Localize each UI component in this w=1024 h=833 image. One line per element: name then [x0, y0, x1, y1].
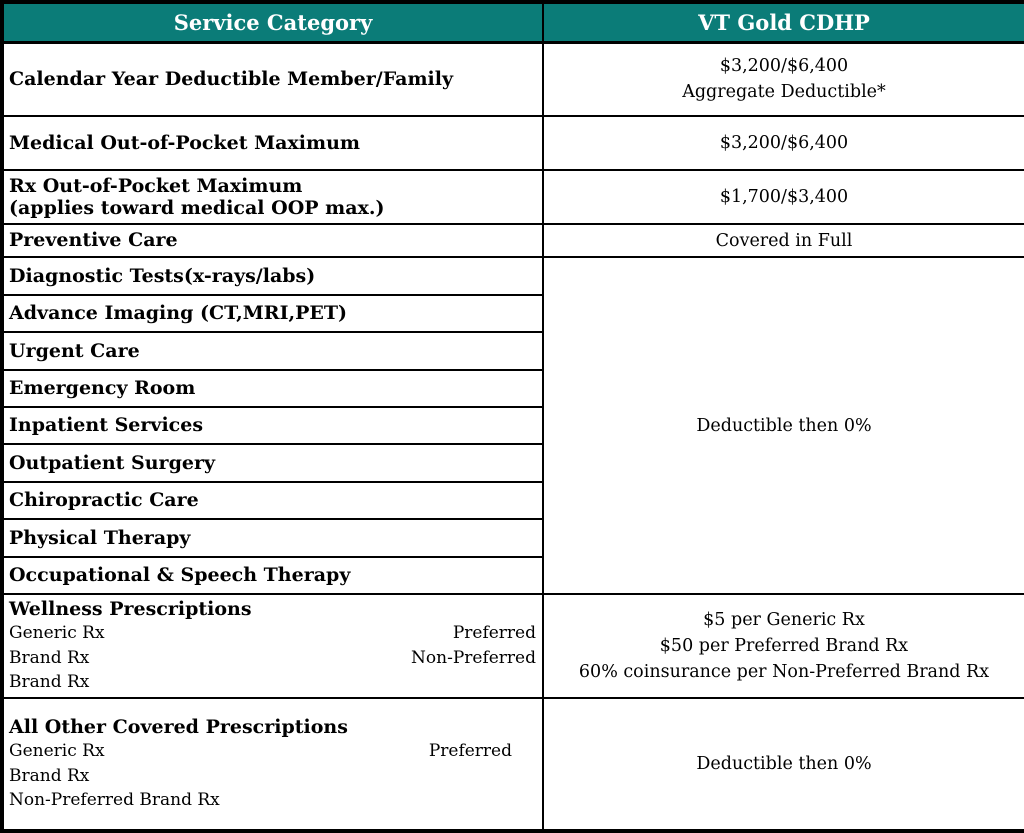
tier-right: Preferred	[452, 622, 536, 643]
service-label: Inpatient Services	[2, 407, 543, 444]
rx-oop-label-line2: (applies toward medical OOP max.)	[9, 197, 385, 220]
table-row	[2, 224, 1024, 257]
wellness-value-line2: $50 per Preferred Brand Rx	[659, 636, 909, 657]
rx-oop-label	[2, 170, 543, 224]
tier-left: Generic Rx	[9, 622, 105, 643]
medical-oop-label: Medical Out-of-Pocket Maximum	[2, 116, 543, 171]
preventive-label: Preventive Care	[2, 224, 543, 257]
tier-right: Non-Preferred	[411, 647, 536, 668]
rx-oop-label-line1: Rx Out-of-Pocket Maximum	[9, 174, 303, 197]
service-label: Chiropractic Care	[2, 482, 543, 519]
tier-right: Preferred	[428, 740, 512, 761]
all-other-title: All Other Covered Prescriptions	[9, 715, 348, 738]
tier-left: Brand Rx	[9, 672, 90, 693]
tier-line	[9, 739, 512, 764]
tier-left: Generic Rx	[9, 740, 105, 761]
tier-line	[9, 764, 512, 789]
table-row	[2, 698, 1024, 831]
services-merged-value: Deductible then 0%	[543, 257, 1024, 594]
header-service-category: Service Category	[2, 2, 543, 42]
table-row	[2, 42, 1024, 116]
rx-oop-value: $1,700/$3,400	[543, 170, 1024, 224]
wellness-value-line1: $5 per Generic Rx	[703, 609, 865, 630]
tier-line	[9, 646, 536, 671]
wellness-label	[2, 594, 543, 698]
service-label: Urgent Care	[2, 332, 543, 369]
service-label: Outpatient Surgery	[2, 444, 543, 481]
wellness-tiers	[9, 621, 538, 695]
deductible-value	[543, 42, 1024, 116]
wellness-value-line3: 60% coinsurance per Non-Preferred Brand Rx	[578, 662, 990, 683]
table-row	[2, 257, 1024, 294]
tier-left: Brand Rx	[9, 765, 90, 786]
table-row	[2, 116, 1024, 171]
medical-oop-value: $3,200/$6,400	[543, 116, 1024, 171]
tier-line	[9, 670, 536, 695]
tier-line	[9, 621, 536, 646]
service-label: Advance Imaging (CT,MRI,PET)	[2, 295, 543, 332]
wellness-title: Wellness Prescriptions	[9, 597, 252, 620]
service-label: Physical Therapy	[2, 519, 543, 556]
all-other-tiers	[9, 739, 538, 813]
all-other-value: Deductible then 0%	[543, 698, 1024, 831]
service-label: Diagnostic Tests(x-rays/labs)	[2, 257, 543, 294]
tier-left: Non-Preferred Brand Rx	[9, 790, 220, 811]
table-row	[2, 594, 1024, 698]
deductible-value-line2: Aggregate Deductible*	[682, 82, 886, 103]
deductible-value-line1: $3,200/$6,400	[719, 55, 849, 76]
service-label: Occupational & Speech Therapy	[2, 557, 543, 594]
table-header-row	[2, 2, 1024, 42]
preventive-value: Covered in Full	[543, 224, 1024, 257]
deductible-label: Calendar Year Deductible Member/Family	[2, 42, 543, 116]
header-plan-name: VT Gold CDHP	[543, 2, 1024, 42]
wellness-value	[543, 594, 1024, 698]
tier-left: Brand Rx	[9, 647, 90, 668]
table-row	[2, 170, 1024, 224]
service-label: Emergency Room	[2, 370, 543, 407]
all-other-label	[2, 698, 543, 831]
tier-line	[9, 788, 512, 813]
